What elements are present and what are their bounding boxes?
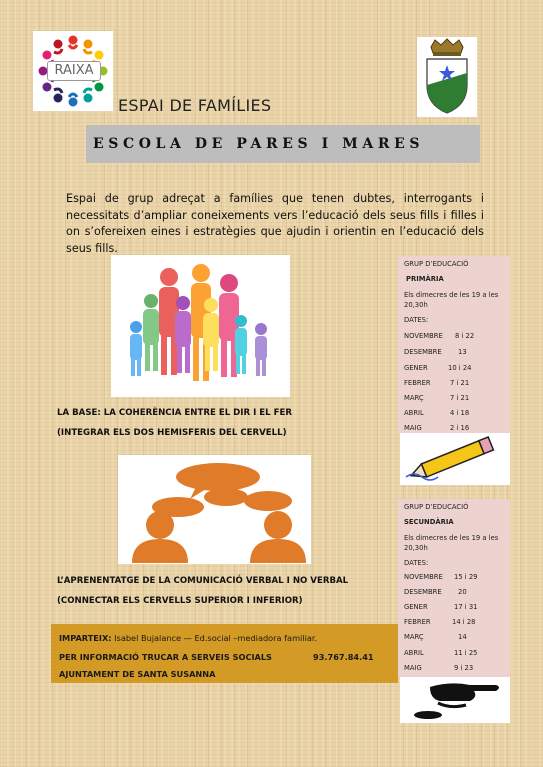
imparteix-label: IMPARTEIX: bbox=[59, 633, 112, 643]
raixa-logo-text: RAIXA bbox=[47, 61, 101, 81]
crest-shield-icon bbox=[417, 37, 477, 117]
secundaria-month: ABRIL bbox=[404, 649, 424, 657]
primaria-level: PRIMÀRIA bbox=[406, 275, 444, 283]
speech-bubbles-icon bbox=[118, 455, 311, 564]
section2-subheading: (CONNECTAR ELS CERVELLS SUPERIOR I INFERIOR) bbox=[57, 596, 303, 606]
hand-icon bbox=[400, 677, 510, 723]
secundaria-dates: 11 i 25 bbox=[454, 649, 478, 657]
secundaria-month: MAIG bbox=[404, 664, 422, 672]
primaria-month: FEBRER bbox=[404, 379, 431, 387]
primaria-dates: 13 bbox=[458, 348, 467, 356]
primaria-dates: 2 i 16 bbox=[450, 424, 470, 432]
pencil-icon bbox=[400, 433, 510, 485]
schedule-primaria bbox=[398, 256, 510, 434]
primaria-dates: 7 i 21 bbox=[450, 379, 470, 387]
hand-illustration bbox=[400, 677, 510, 723]
secundaria-dates: 14 bbox=[458, 633, 467, 641]
section1-heading: LA BASE: LA COHERÈNCIA ENTRE EL DIR I EL FER bbox=[57, 408, 292, 418]
primaria-month: MARÇ bbox=[404, 394, 424, 402]
primaria-month: MAIG bbox=[404, 424, 422, 432]
secundaria-dates: 15 i 29 bbox=[454, 573, 478, 581]
primaria-month: NOVEMBRE bbox=[404, 332, 443, 340]
secundaria-dates-label: DATES: bbox=[404, 559, 429, 567]
primaria-month: GENER bbox=[404, 364, 428, 372]
ajuntament-line: AJUNTAMENT DE SANTA SUSANNA bbox=[59, 669, 216, 679]
primaria-group: GRUP D’EDUCACIÓ bbox=[404, 260, 469, 268]
primaria-when2: 20,30h bbox=[404, 301, 428, 309]
family-illustration bbox=[111, 255, 290, 397]
contact-footer bbox=[51, 624, 398, 683]
secundaria-dates: 20 bbox=[458, 588, 467, 596]
info-line bbox=[59, 652, 374, 662]
secundaria-dates: 14 i 28 bbox=[452, 618, 476, 626]
municipal-crest bbox=[417, 37, 477, 117]
secundaria-dates: 17 i 31 bbox=[454, 603, 478, 611]
secundaria-dates: 9 i 23 bbox=[454, 664, 474, 672]
section1-subheading: (INTEGRAR ELS DOS HEMISFERIS DEL CERVELL) bbox=[57, 428, 287, 438]
communication-illustration bbox=[118, 455, 311, 564]
primaria-dates-label: DATES: bbox=[404, 316, 429, 324]
imparteix-line bbox=[59, 633, 317, 643]
section2-heading: L’APRENENTATGE DE LA COMUNICACIÓ VERBAL I NO VERBAL bbox=[57, 576, 349, 586]
phone-number: 93.767.84.41 bbox=[313, 652, 374, 662]
secundaria-month: MARÇ bbox=[404, 633, 424, 641]
pencil-illustration bbox=[400, 433, 510, 485]
primaria-dates: 8 i 22 bbox=[455, 332, 475, 340]
primaria-when1: Els dimecres de les 19 a les bbox=[404, 291, 499, 299]
imparteix-text: Isabel Bujalance — Ed.social –mediadora familiar. bbox=[114, 633, 318, 643]
page-title: ESPAI DE FAMÍLIES bbox=[118, 96, 272, 115]
secundaria-month: NOVEMBRE bbox=[404, 573, 443, 581]
secundaria-group: GRUP D’EDUCACIÓ bbox=[404, 503, 469, 511]
title-banner bbox=[86, 125, 480, 163]
intro-paragraph: Espai de grup adreçat a famílies que tenen dubtes, interrogants i necessitats d’ampliar coneixements vers l’educació dels seus fills i filles i on s’ofereixen eines i estratègies que ajudin i orientin en l’educació dels seus fills. bbox=[66, 192, 484, 255]
primaria-dates: 7 i 21 bbox=[450, 394, 470, 402]
primaria-dates: 4 i 18 bbox=[450, 409, 470, 417]
secundaria-month: DESEMBRE bbox=[404, 588, 442, 596]
primaria-dates: 10 i 24 bbox=[448, 364, 472, 372]
banner-text: ESCOLA DE PARES I MARES bbox=[93, 136, 425, 152]
raixa-logo bbox=[33, 31, 113, 111]
schedule-secundaria bbox=[398, 499, 510, 677]
secundaria-month: FEBRER bbox=[404, 618, 431, 626]
secundaria-level: SECUNDÀRIA bbox=[404, 518, 454, 526]
secundaria-month: GENER bbox=[404, 603, 428, 611]
primaria-month: ABRIL bbox=[404, 409, 424, 417]
secundaria-when2: 20,30h bbox=[404, 544, 428, 552]
primaria-month: DESEMBRE bbox=[404, 348, 442, 356]
secundaria-when1: Els dimecres de les 19 a les bbox=[404, 534, 499, 542]
family-people-icon bbox=[111, 255, 290, 397]
info-text: PER INFORMACIÓ TRUCAR A SERVEIS SOCIALS bbox=[59, 652, 272, 662]
